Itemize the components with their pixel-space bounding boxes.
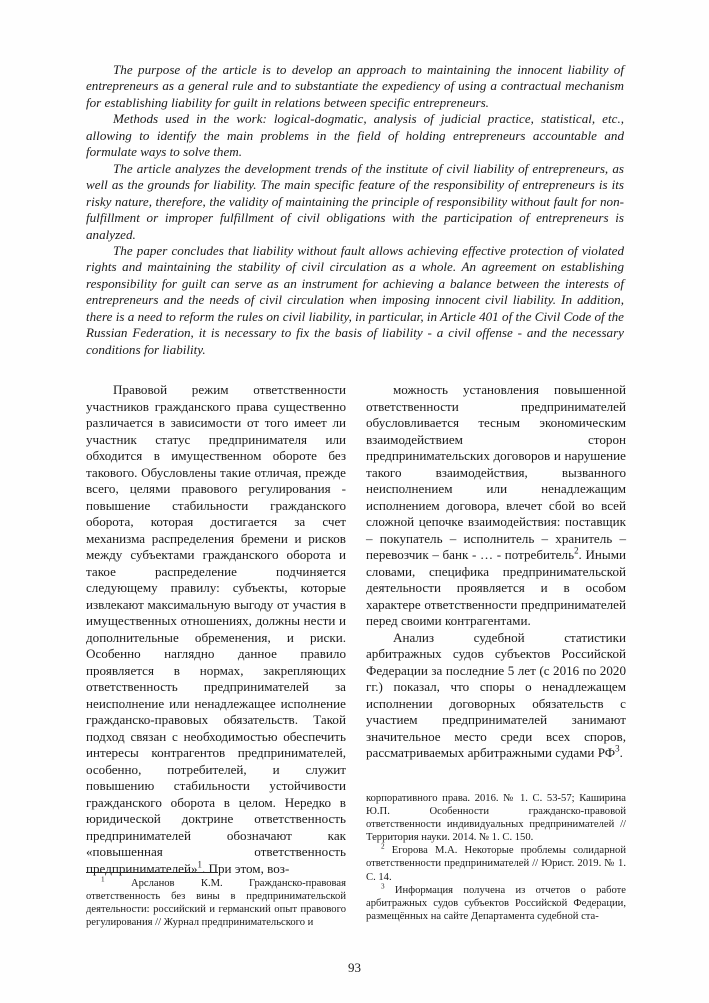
left-column-paragraph (86, 382, 346, 877)
page-number: 93 (348, 960, 361, 975)
footnote-ref-2[interactable]: 2 (574, 545, 579, 556)
left-column-text: Правовой режим ответственности участников гражданского права существенно различается в зависимости от того имеет ли участник статус предпринимателя или обходится в имущественном обороте без такового. Обусловлены такие отличая, прежде всего, целями правового регулирования - повышение стабильности гражданского оборота, которая достигается за счет механизма распределения бремени и рисков между субъектами гражданского оборота и такое распределение подчиняется следующему правилу: субъекты, которые извлекают максимальную выгоду от участия в имущественных отношениях, должны нести и дополнительные обременения, и риски. Особенно наглядно данное правило проявляется в нормах, закрепляющих ответственность предпринимателей за неисполнение или ненадлежащее исполнение гражданско-правовых обязательств. Такой подход связан с необходимостью обеспечить интересы контрагентов предпринимателей, особенно, потребителей, и служит повышению стабильности устойчивости гражданского оборота в целом. Нередко в юридической доктрине ответственность предпринимателей обозначают как «повышенная ответственность предпринимателей» (86, 382, 346, 876)
footnote-text-3: Информация получена из отчетов о работе арбитражных судов субъектов Российской Федерации, размещённых на сайте Департамента судебной ста- (366, 884, 626, 922)
abstract-paragraph-1: The purpose of the article is to develop an approach to maintaining the innocent liability of entrepreneurs as a general rule and to substantiate the expediency of using a contractual mechanism for establishing liability for guilt in relations between specific entrepreneurs. (86, 62, 624, 110)
left-column-text-tail: . При этом, воз- (202, 860, 290, 876)
footnote-item-1-continued: корпоративного права. 2016. № 1. С. 53-57; Каширина Ю.П. Особенности гражданско-правовой ответственности индивидуальных предпринимателей // Территория науки. 2014. № 1. С. 150. (366, 793, 626, 844)
footnote-text-2: Егорова М.А. Некоторые проблемы солидарной ответственности предпринимателей // Юрист. 2019. № 1. С. 14. (366, 845, 626, 883)
footnote-number-1: 1 (101, 875, 105, 884)
footnote-separator-rule (86, 872, 218, 873)
footnote-ref-1[interactable]: 1 (197, 859, 202, 870)
right-column-paragraph-2 (366, 630, 626, 762)
right-column (366, 382, 626, 802)
footnotes-left (86, 872, 346, 929)
right-column-p2-part-a: Анализ судебной статистики арбитражных судов субъектов Российской Федерации за последние 5 лет (с 2016 по 2020 гг.) показал, что споры о ненадлежащем исполнении договорных обязательств с участием предпринимателей занимают значительное место среди всех споров, рассматриваемых арбитражными судами РФ (366, 629, 626, 760)
abstract-section (86, 62, 624, 358)
right-column-p2-part-b: . (619, 745, 623, 760)
footnote-item-3 (366, 884, 626, 923)
footnotes-right (366, 792, 626, 923)
right-column-p1-part-b: . Иными словами, специфика предпринимательской деятельности проявляется и в особом характере ответственности предпринимателей перед своими контрагентами. (366, 547, 626, 628)
footnote-number-3: 3 (381, 882, 385, 891)
abstract-paragraph-2: Methods used in the work: logical-dogmatic, analysis of judicial practice, statistical, etc., allowing to identify the main problems in the field of holding entrepreneurs accountable and formulate ways to solve them. (86, 111, 624, 160)
abstract-paragraph-4: The paper concludes that liability without fault allows achieving effective protection of violated rights and maintaining the stability of civil circulation as a whole. An agreement on establishing responsibility for guilt can serve as an instrument for achieving a balance between the interests of entrepreneurs and the needs of civil circulation when imposing innocent civil liability. In addition, there is a need to reform the rules on civil liability, in particular, in Article 401 of the Civil Code of the Russian Federation, it is necessary to fix the basis of liability - a civil offense - and the necessary conditions for liability. (86, 242, 624, 357)
right-column-p1-part-a: можность установления повышенной ответственности предпринимателей обусловливается тесным экономическим взаимодействием сторон предпринимательских договоров и нарушение такого взаимодействия, вызванного неисполнением или ненадлежащим исполнением договора, влечет сбой во всей сложной цепочке взаимодействия: поставщик – покупатель – исполнитель – хранитель – перевозчик – банк - … - потребитель (366, 382, 626, 562)
footnote-text-1: Арсланов К.М. Гражданско-правовая ответственность без вины в предпринимательской деятельности: российский и германский опыт правового регулирования // Журнал предпринимательского и (86, 878, 346, 929)
abstract-paragraph-3: The article analyzes the development trends of the institute of civil liability of entrepreneurs, as well as the grounds for liability. The main specific feature of the responsibility of entrepreneurs is its risky nature, therefore, the validity of maintaining the principle of responsibility without fault for non-fulfillment or improper fulfillment of civil obligations with the participation of entrepreneurs is analyzed. (86, 160, 624, 242)
footnote-ref-3[interactable]: 3 (615, 743, 620, 754)
footnote-number-2: 2 (381, 842, 385, 851)
right-column-paragraph-1 (366, 382, 626, 630)
footnote-item-2 (366, 844, 626, 883)
footnote-item-1 (86, 877, 346, 929)
left-column (86, 382, 346, 876)
